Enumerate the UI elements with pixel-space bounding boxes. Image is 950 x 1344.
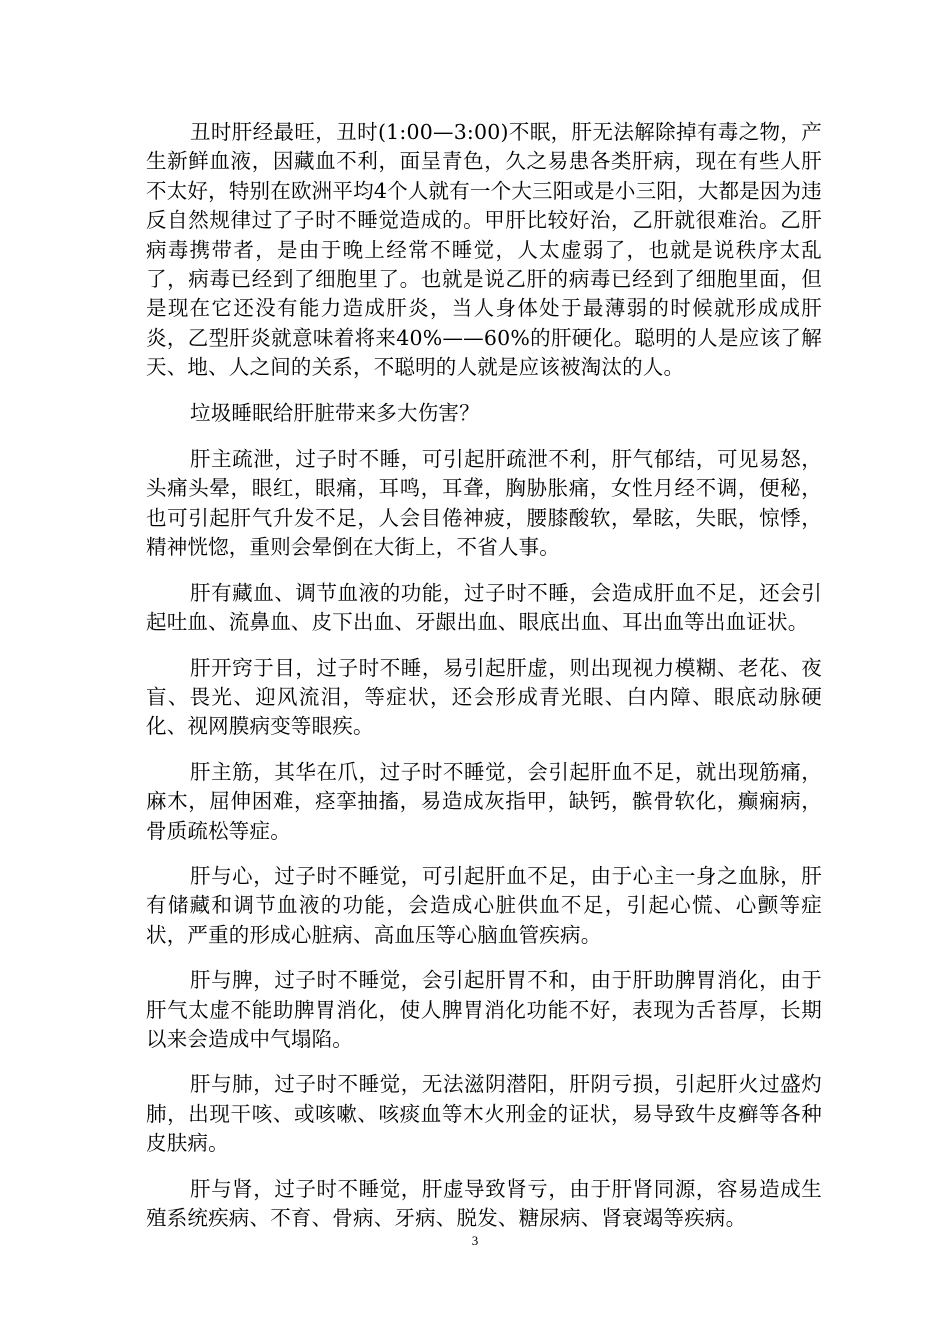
paragraph-liver-lung: 肝与肺，过子时不睡觉，无法滋阴潜阳，肝阴亏损，引起肝火过盛灼肺，出现干咳、或咳嗽、咳痰血等木火刑金的证状，易导致牛皮癣等各种皮肤病。: [146, 1072, 822, 1156]
page-body: [146, 118, 822, 1249]
page-number: 3: [471, 1233, 479, 1248]
paragraph-liver-dispersion: 肝主疏泄，过子时不睡，可引起肝疏泄不利，肝气郁结，可见易怒，头痛头晕，眼红，眼痛，耳鸣，耳聋，胸胁胀痛，女性月经不调，便秘，也可引起肝气升发不足，人会目倦神疲，腰膝酸软，晕眩，失眠，惊悸，精神恍惚，重则会晕倒在大街上，不省人事。: [146, 447, 822, 560]
paragraph-liver-eyes: 肝开窍于目，过子时不睡，易引起肝虚，则出现视力模糊、老花、夜盲、畏光、迎风流泪，等症状，还会形成青光眼、白内障、眼底动脉硬化、视网膜病变等眼疾。: [146, 655, 822, 739]
section-question: 垃圾睡眠给肝脏带来多大伤害？: [190, 400, 480, 425]
paragraph-liver-blood: 肝有藏血、调节血液的功能，过子时不睡，会造成肝血不足，还会引起吐血、流鼻血、皮下出血、牙龈出血、眼底出血、耳出血等出血证状。: [146, 580, 822, 635]
paragraph-liver-spleen: 肝与脾，过子时不睡觉，会引起肝胃不和，由于肝助脾胃消化，由于肝气太虚不能助脾胃消化，使人脾胃消化功能不好，表现为舌苔厚，长期以来会造成中气塌陷。: [146, 968, 822, 1051]
paragraph-liver-heart: 肝与心，过子时不睡觉，可引起肝血不足，由于心主一身之血脉，肝有储藏和调节血液的功能，会造成心脏供血不足，引起心慌、心颤等症状，严重的形成心脏病、高血压等心脑血管疾病。: [146, 863, 822, 947]
paragraph-chou-hour: 丑时肝经最旺，丑时(1:00—3:00)不眠，肝无法解除掉有毒之物，产生新鲜血液，因藏血不利，面呈青色，久之易患各类肝病，现在有些人肝不太好，特别在欧洲平均4个人就有一个大三阳或是小三阳，大都是因为违反自然规律过了子时不睡觉造成的。甲肝比较好治，乙肝就很难治。乙肝病毒携带者，是由于晚上经常不睡觉，人太虚弱了，也就是说秩序太乱了，病毒已经到了细胞里了。也就是说乙肝的病毒已经到了细胞里面，但是现在它还没有能力造成肝炎，当人身体处于最薄弱的时候就形成成肝炎，乙型肝炎就意味着将来40%——60%的肝硬化。聪明的人是应该了解天、地、人之间的关系，不聪明的人就是应该被淘汰的人。: [146, 120, 822, 380]
paragraph-liver-tendons: 肝主筋，其华在爪，过子时不睡觉，会引起肝血不足，就出现筋痛，麻木，屈伸困难，痉挛抽搐，易造成灰指甲，缺钙，髌骨软化，癫痫病，骨质疏松等症。: [146, 759, 822, 843]
paragraph-liver-kidney: 肝与肾，过子时不睡觉，肝虚导致肾亏，由于肝肾同源，容易造成生殖系统疾病、不育、骨病、牙病、脱发、糖尿病、肾衰竭等疾病。: [146, 1176, 822, 1230]
